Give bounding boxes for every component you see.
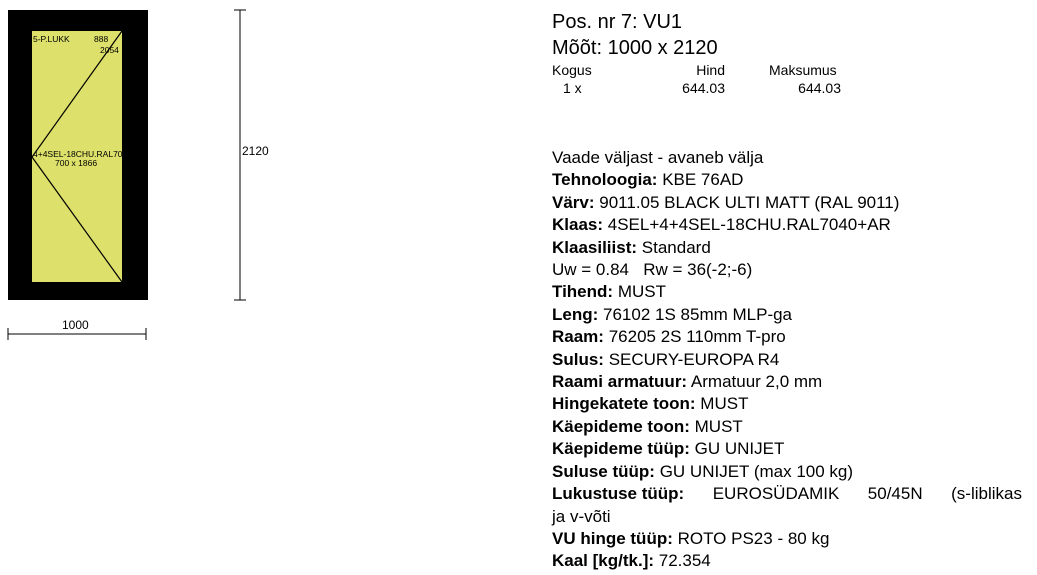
spec-color	[552, 192, 1022, 214]
price-value: 644.03	[682, 80, 725, 96]
spec-glass	[552, 214, 1022, 236]
sash-height-label: 2054	[100, 45, 119, 55]
size-title: Mõõt: 1000 x 2120	[552, 37, 718, 59]
total-value: 644.03	[798, 80, 841, 96]
spec-lock-type	[552, 483, 1022, 505]
spec-label: VU hinge tüüp:	[552, 528, 673, 548]
spec-label: Klaasiliist:	[552, 237, 638, 257]
spec-label: Tihend:	[552, 282, 614, 302]
spec-handle-type	[552, 438, 1022, 460]
lock-label: 5-P.LUKK	[33, 34, 70, 44]
spec-hinge-cover	[552, 393, 1022, 415]
spec-value: MUST	[700, 394, 749, 414]
spec-value: 72.354	[658, 551, 711, 571]
spec-value: 76205 2S 110mm T-pro	[608, 327, 786, 347]
glass-label: 4+4SEL-18CHU.RAL7040	[33, 149, 132, 159]
spec-label: Tehnoloogia:	[552, 170, 658, 190]
spec-vu-hinge	[552, 528, 1022, 550]
spec-seal	[552, 281, 1022, 303]
spec-view: Vaade väljast - avaneb välja	[552, 148, 764, 167]
spec-value: SECURY-EUROPA R4	[608, 349, 780, 369]
spec-closure-type	[552, 461, 1022, 483]
width-dimension-label: 1000	[62, 318, 89, 332]
spec-value: ROTO PS23 - 80 kg	[677, 528, 830, 548]
total-header: Maksumus	[769, 62, 837, 78]
spec-technology	[552, 169, 1022, 191]
spec-bead	[552, 237, 1022, 259]
u-value: Uw = 0.84	[552, 260, 630, 280]
spec-thermal	[552, 259, 1022, 281]
spec-weight	[552, 550, 1022, 572]
spec-value: MUST	[617, 282, 666, 302]
spec-label: Leng:	[552, 304, 599, 324]
spec-value: EUROSÜDAMIK	[712, 484, 840, 504]
spec-label: Käepideme tüüp:	[552, 439, 690, 459]
spec-sash	[552, 304, 1022, 326]
spec-value: 76102 1S 85mm MLP-ga	[603, 304, 793, 324]
spec-value: (s-liblikas	[951, 484, 1022, 504]
spec-list	[552, 147, 1022, 573]
spec-reinforcement	[552, 371, 1022, 393]
spec-label: Lukustuse tüüp:	[552, 484, 685, 504]
spec-label: Raam:	[552, 327, 604, 347]
height-dimension-label: 2120	[242, 144, 269, 158]
spec-closure	[552, 349, 1022, 371]
spec-label: Hingekatete toon:	[552, 394, 696, 414]
spec-value: 4SEL+4+4SEL-18CHU.RAL7040+AR	[607, 215, 891, 235]
spec-label: Raami armatuur:	[552, 372, 688, 392]
spec-value: KBE 76AD	[662, 170, 744, 190]
spec-handle-color	[552, 416, 1022, 438]
spec-value: GU UNIJET	[694, 439, 785, 459]
spec-value: 50/45N	[867, 484, 923, 504]
spec-lock-type-cont: ja v-võti	[552, 506, 611, 526]
spec-value: 9011.05 BLACK ULTI MATT (RAL 9011)	[599, 192, 900, 212]
spec-label: Värv:	[552, 192, 595, 212]
door-drawing	[0, 0, 300, 350]
rw-value: Rw = 36(-2;-6)	[643, 260, 753, 280]
spec-label: Käepideme toon:	[552, 416, 690, 436]
glass-dims-label: 700 x 1866	[55, 158, 98, 168]
qty-value: 1 x	[563, 80, 582, 96]
spec-value: MUST	[694, 416, 743, 436]
spec-label: Sulus:	[552, 349, 604, 369]
spec-label: Klaas:	[552, 215, 604, 235]
spec-frame	[552, 326, 1022, 348]
qty-header: Kogus	[552, 62, 592, 78]
spec-label: Kaal [kg/tk.]:	[552, 551, 655, 571]
spec-value: GU UNIJET (max 100 kg)	[659, 461, 854, 481]
price-header: Hind	[696, 62, 725, 78]
position-title: Pos. nr 7: VU1	[552, 11, 683, 33]
spec-label: Suluse tüüp:	[552, 461, 655, 481]
sash-width-label: 888	[94, 34, 109, 44]
spec-value: Armatuur 2,0 mm	[690, 372, 823, 392]
spec-value: Standard	[641, 237, 711, 257]
